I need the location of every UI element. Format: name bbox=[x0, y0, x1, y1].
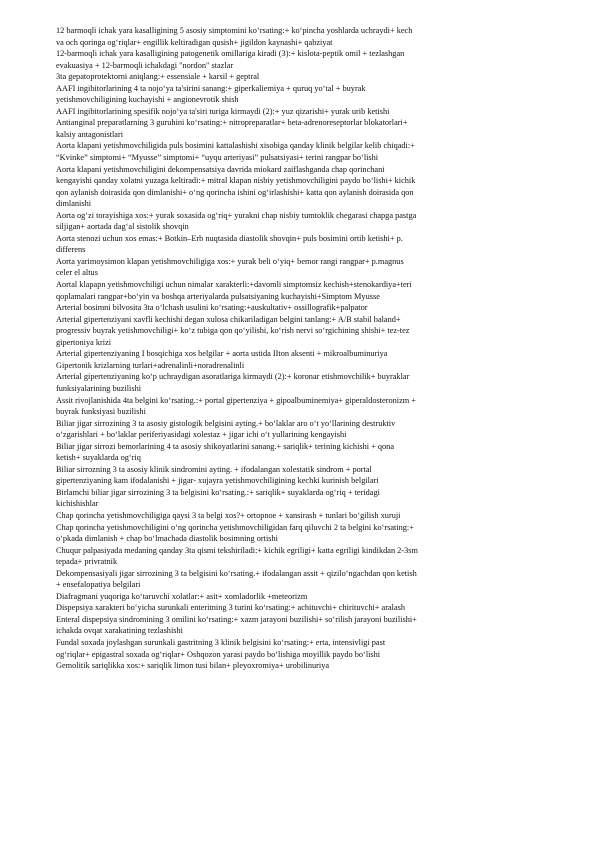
text-line: 3ta gepatoprotektorni aniqlang:+ essensiale + karsil + geptral bbox=[56, 72, 260, 82]
text-line: va och qoringa og‘riqlar+ engillik keltiradigan qusish+ jigildon kaynashi+ qabziyat bbox=[56, 37, 333, 47]
text-line: Aorta klapani yetishmovchiligini dekompensatsiya davrida miokard zaiflashganda chap qorinchani bbox=[56, 164, 385, 174]
text-line: kichishishlar bbox=[56, 499, 99, 509]
text-line: buyrak funksiyasi buzilishi bbox=[56, 407, 146, 417]
text-line: funksiyalarining buzilishi bbox=[56, 383, 142, 393]
text-line: Aortal klapapn yetishmovchiligi uchun nimalar xarakterli:+davomli simptomsiz kechish+stenokardiya+teri bbox=[56, 280, 412, 290]
text-line: Dekompensasiyali jigar sirrozining 3 ta belgisini ko‘rsating.+ ifodalangan assit + qizilo‘ngachdan qon ketish bbox=[56, 568, 417, 578]
text-line: “Kvinke” simptomi+ “Myusse” simptomi+ “uyqu arteriyasi” pulsatsiyasi+ terini rangpar bo‘lishi bbox=[56, 153, 379, 163]
text-line: Aorta og‘zi torayishiga xos:+ yurak soxasida og‘riq+ yurakni chap nisbiy tumtoklik chegarasi chapga pastga bbox=[56, 210, 417, 220]
text-line: dimlanishi bbox=[56, 199, 92, 209]
text-line: gipertoniya krizi bbox=[56, 337, 112, 347]
text-line: Chap qorincha yetishmovchiligiga qaysi 3 ta belgi xos?+ ortopnoe + xansirash + tunlari bo‘gilish xuruji bbox=[56, 510, 401, 520]
text-line: Fundal soxada joylashgan surunkali gastritning 3 klinik belgisini ko‘rsating:+ erta, intensivligi past bbox=[56, 637, 386, 647]
text-line: Chap qorincha yetishmovchiligini o‘ng qorincha yetishmovchiligidan farq qiluvchi 2 ta belgini ko‘rsating:+ bbox=[56, 522, 414, 532]
text-line: ichakda ovqat xarakatining tezlashishi bbox=[56, 626, 183, 636]
text-line: 12 barmoqli ichak yara kasalligining 5 asosiy simptomini ko‘rsating:+ ko‘pincha yoshlarda uchraydi+ kech bbox=[56, 26, 413, 35]
text-line: Arterial gipertenziyaning ko‘p uchraydigan asoratlariga kirmaydi (2):+ koronar etishmovchilik+ buyraklar bbox=[56, 372, 410, 382]
text-line: differens bbox=[56, 245, 86, 255]
text-line: + ensefalopatiya belgilari bbox=[56, 580, 141, 590]
text-line: Arterial bosimni bilvosita 3ta o‘lchash usulini ko‘rsating:+auskultativ+ ossillografik+palpator bbox=[56, 303, 368, 313]
text-line: Assit rivojlanishida 4ta belgini ko‘rsating.:+ portal gipertenziya + gipoalbuminemiya+ giperaldosteronizm + bbox=[56, 395, 416, 405]
text-line: Biliar sirrozning 3 ta asosiy klinik sindromini ayting. + ifodalangan xolestatik sindrom + portal bbox=[56, 464, 372, 474]
text-line: Arterial gipertenziyaning I bosqichiga xos belgilar + aorta ustida IIton aksenti + mikroalbuminuriya bbox=[56, 349, 388, 359]
text-line: gipertenziyaning kam ifodalanishi + jigar- xujayra yetishmovchiligining kechki kurinish belgilari bbox=[56, 476, 379, 486]
text-line: Gemolitik sariqlikka xos:+ sariqlik limon tusi bilan+ pleyoxromiya+ urobilinuriya bbox=[56, 661, 330, 671]
text-line: Chuqur palpasiyada medaning qanday 3ta qismi tekshiriladi:+ kichik egriligi+ katta egriligi kindikdan 2-3sm bbox=[56, 545, 418, 555]
text-line: o‘zgarishlari + bo‘laklar periferiyasidagi xolestaz + jigar ichi o‘t yullarining kengayishi bbox=[56, 430, 347, 440]
text-line: celer el altus bbox=[56, 268, 98, 278]
text-line: ketish+ suyaklarda og‘riq bbox=[56, 453, 141, 463]
text-line: Antianginal preparatlarning 3 guruhini ko‘rsating:+ nitropreparatlar+ beta-adrenoreseptorlar blokatorlari+ bbox=[56, 118, 408, 128]
text-line: og‘riqlar+ epigastral soxada og‘riqlar+ Oshqozon yarasi paydo bo‘lishiga moyillik paydo bo‘lishi bbox=[56, 649, 381, 659]
text-line: Enteral dispepsiya sindromining 3 omilini ko‘rsating:+ xazm jarayoni buzilishi+ so‘rilish jarayoni buzilishi+ bbox=[56, 614, 417, 624]
text-line: Birlamchi biliar jigar sirrozining 3 ta belgisini ko‘rsating.:+ sariqlik+ suyaklarda og‘riq + teridagi bbox=[56, 487, 380, 497]
text-line: Biliar jigar sirrozi bemorlarining 4 ta asosiy shikoyatlarini sanang.+ sariqlik+ terining kichishi + qona bbox=[56, 441, 395, 451]
text-line: AAFI ingibitorlarining 4 ta nojo‘ya ta'sirini sanang:+ giperkaliemiya + quruq yo‘tal + buyrak bbox=[56, 83, 366, 93]
text-line: tepada+ privratnik bbox=[56, 557, 118, 567]
text-line: 12-barmoqli ichak yara kasalligining patogenetik omillariga kiradi (3):+ kislota-peptik omil + tezlashgan bbox=[56, 49, 405, 59]
document-body bbox=[56, 25, 556, 672]
text-line: kalsiy antagonistlari bbox=[56, 129, 124, 139]
text-line: Biliar jigar sirrozining 3 ta asosiy gistologik belgisini ayting.+ bo‘laklar aro o‘t yo‘llarining destruktiv bbox=[56, 418, 396, 428]
text-line: Dispepsiya xarakteri bo‘yicha surunkali enteritning 3 turini ko‘rsating:+ achituvchi+ chirituvchi+ aralash bbox=[56, 603, 406, 613]
text-line: Diafragmani yuqoriga ko‘taruvchi xolatlar:+ asit+ xomladorlik +meteorizm bbox=[56, 591, 308, 601]
text-line: yetishmovchiligining kuchayishi + angionevrotik shish bbox=[56, 95, 239, 105]
text-line: AAFI ingibitorlarining spesifik nojo‘ya ta'siri turiga kirmaydi (2):+ yuz qizarishi+ yurak urib ketishi bbox=[56, 106, 390, 116]
text-line: o‘pkada dimlanish + chap bo‘lmachada diastolik bosimning ortishi bbox=[56, 534, 278, 544]
text-line: progressiv buyrak yetishmovchiligi+ ko‘z tubiga qon qo‘yilishi, ko‘rish nervi so‘rgichining shishi+ tez-tez bbox=[56, 326, 410, 336]
text-line: evakuasiya + 12-barmoqli ichakdagi "nordon" stazlar bbox=[56, 60, 234, 70]
text-line: Arterial gipertenziyani xavfli kechishi degan xulosa chikariladigan belgini tanlang:+ A/B stabil baland+ bbox=[56, 314, 401, 324]
text-line: kengayishi qanday xolatni yuzaga keltiradi:+ mitral klapan nisbiy yetishmovchiligini paydo bo‘lishi+ kichik bbox=[56, 176, 416, 186]
text-line: qon aylanish doirasida qon dimlanishi+ o‘ng qorincha ishini og‘irlashishi+ katta qon aylanish doirasida qon bbox=[56, 187, 414, 197]
text-line: siljigan+ aortada dag‘al sistolik shovqin bbox=[56, 222, 189, 232]
text-line: Aorta klapani yetishmovchiligida puls bosimini kattalashishi xisobiga qanday klinik belgilar kelib chiqadi:+ bbox=[56, 141, 415, 151]
text-line: Aorta yarimoysimon klapan yetishmovchiligiga xos:+ yurak beli o‘yiq+ bemor rangi rangpar+ p.magnus bbox=[56, 256, 404, 266]
text-line: Gipertonik krizlarning turlari+adrenalinli+noradrenalinli bbox=[56, 360, 245, 370]
text-line: qoplamalari rangpar+bo‘yin va boshqa arteriyalarda pulsatsiyaning kuchayishi+Simptom Myusse bbox=[56, 291, 380, 301]
text-line: Aorta stenozi uchun xos emas:+ Botkin–Erb nuqtasida diastolik shovqin+ puls bosimini ortib ketishi+ p. bbox=[56, 233, 403, 243]
